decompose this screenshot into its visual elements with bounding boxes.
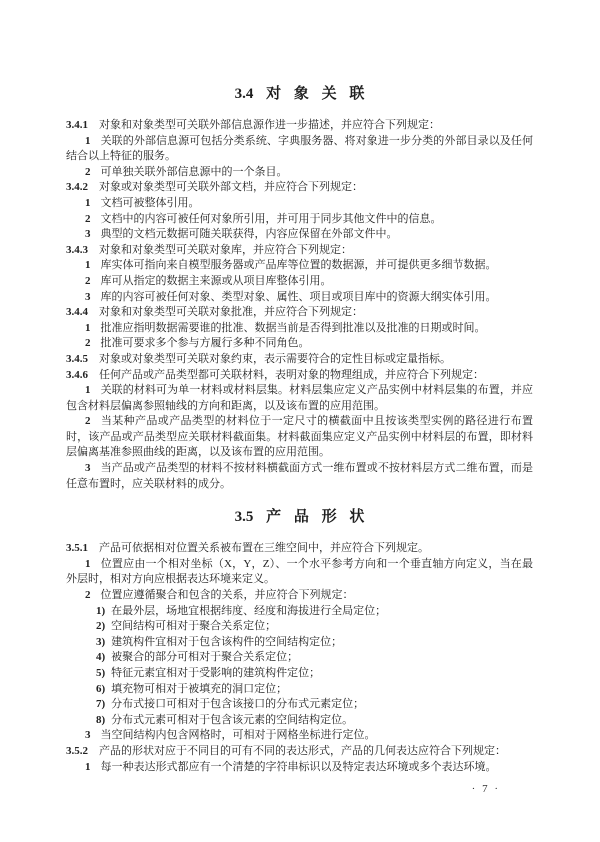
paragraph-number: 3.4.1 (66, 119, 88, 131)
page-number: · 7 · (471, 783, 500, 795)
paragraph-text: 对象和对象类型可关联对象库，并应符合下列规定： (99, 243, 352, 256)
paragraph-3-5-1 (66, 541, 533, 557)
paragraph-number: 2 (85, 415, 91, 428)
document-content (66, 84, 533, 775)
paragraph-number: 2) (96, 620, 106, 633)
paragraph-number: 3.5.1 (66, 542, 88, 555)
paragraph-number: 1 (85, 196, 91, 209)
paragraph-number: 2 (85, 165, 91, 178)
paragraph-1 (66, 258, 533, 274)
section-1 (66, 507, 533, 775)
paragraph-text: 分布式元素可相对于包含该元素的空间结构定位。 (111, 713, 354, 726)
paragraph-number: 3 (85, 290, 91, 303)
paragraph-number: 3.4.2 (66, 181, 88, 194)
paragraph-3-4-3 (66, 243, 533, 259)
paragraph-text: 文档可被整体引用。 (100, 196, 200, 209)
paragraph-number: 4) (96, 651, 106, 664)
paragraph-1 (66, 604, 533, 620)
paragraph-text: 对象或对象类型可关联外部文档，并应符合下列规定： (99, 181, 363, 194)
paragraph-text: 填充物可相对于被填充的洞口定位； (111, 682, 288, 695)
paragraph-1 (66, 760, 533, 776)
paragraph-3-4-1 (66, 118, 533, 134)
paragraph-2 (66, 414, 533, 461)
paragraph-2 (66, 336, 533, 352)
paragraph-text: 产品的形状对应于不同目的可有不同的表达形式，产品的几何表达应符合下列规定： (99, 744, 506, 757)
paragraph-number: 2 (85, 337, 91, 350)
paragraph-3-4-4 (66, 305, 533, 321)
paragraph-text: 对象和对象类型可关联对象批准，并应符合下列规定： (99, 306, 363, 319)
paragraph-text: 建筑构件宜相对于包含该构件的空间结构定位； (111, 635, 343, 648)
paragraph-number: 3.4.3 (66, 243, 88, 256)
paragraph-number: 3 (85, 729, 91, 742)
paragraph-text: 库实体可指向来自模型服务器或产品库等位置的数据源，并可提供更多细节数据。 (100, 259, 497, 272)
paragraph-text: 库可从指定的数据主来源或从项目库整体引用。 (100, 274, 332, 287)
paragraph-3-4-6 (66, 368, 533, 384)
paragraph-8 (66, 713, 533, 729)
paragraph-number: 1) (96, 604, 106, 617)
section-heading: 3.4 对 象 关 联 (234, 86, 365, 102)
paragraph-7 (66, 697, 533, 713)
paragraph-text: 空间结构可相对于聚合关系定位； (111, 620, 277, 633)
paragraph-number: 1 (85, 557, 91, 570)
paragraph-3 (66, 290, 533, 306)
paragraph-5 (66, 666, 533, 682)
paragraph-text: 被聚合的部分可相对于聚合关系定位； (111, 651, 299, 664)
paragraph-text: 可单独关联外部信息源中的一个条目。 (100, 165, 288, 178)
paragraph-3 (66, 635, 533, 651)
paragraph-number: 3.4.6 (66, 368, 88, 381)
paragraph-number: 1 (85, 134, 91, 147)
paragraph-number: 1 (85, 321, 91, 334)
paragraph-text: 批准可要求多个参与方履行多种不同角色。 (100, 337, 310, 350)
paragraph-number: 3 (85, 228, 91, 241)
paragraph-text: 任何产品或产品类型都可关联材料，表明对象的物理组成，并应符合下列规定： (99, 368, 484, 381)
paragraph-text: 产品可依据相对位置关系被布置在三维空间中，并应符合下列规定。 (99, 542, 429, 555)
paragraph-number: 3.5.2 (66, 744, 88, 757)
paragraph-3-5-2 (66, 744, 533, 760)
paragraph-text: 文档中的内容可被任何对象所引用，并可用于同步其他文件中的信息。 (100, 212, 442, 225)
paragraph-number: 2 (85, 589, 91, 602)
paragraph-6 (66, 682, 533, 698)
paragraph-text: 典型的文档元数据可随关联获得，内容应保留在外部文件中。 (100, 228, 398, 241)
paragraph-text: 当某种产品或产品类型的材料位于一定尺寸的横截面中且按该类型实例的路径进行布置时，该产品或产品类型应关联材料截面集。材料截面集应定义产品实例中材料层的布置，即材料层偏离基准参照曲线的距离，以及该布置的应用范围。 (66, 415, 533, 459)
paragraph-number: 3.4.5 (66, 352, 88, 365)
paragraph-3 (66, 728, 533, 744)
paragraph-text: 特征元素宜相对于受影响的建筑构件定位； (111, 667, 321, 679)
paragraph-1 (66, 557, 533, 588)
paragraph-3 (66, 461, 533, 492)
paragraph-number: 1 (85, 384, 91, 397)
paragraph-1 (66, 383, 533, 414)
paragraph-text: 位置应由一个相对坐标（X，Y，Z）、一个水平参考方向和一个垂直轴方向定义，当在最外层时，相对方向应根据表达环境来定义。 (66, 557, 533, 586)
paragraph-2 (66, 212, 533, 228)
paragraph-1 (66, 196, 533, 212)
paragraph-number: 8) (96, 713, 106, 726)
paragraph-text: 当空间结构内包含网格时，可相对于网格坐标进行定位。 (100, 729, 376, 742)
paragraph-number: 2 (85, 274, 91, 287)
paragraph-number: 3.4.4 (66, 306, 88, 319)
paragraph-text: 位置应遵循聚合和包含的关系，并应符合下列规定： (100, 589, 354, 602)
paragraph-3-4-5 (66, 352, 533, 368)
paragraph-text: 库的内容可被任何对象、类型对象、属性、项目或项目库中的资源大纲实体引用。 (100, 290, 497, 303)
paragraph-number: 6) (96, 682, 106, 695)
paragraph-4 (66, 650, 533, 666)
paragraph-number: 3 (85, 462, 91, 475)
paragraph-2 (66, 588, 533, 604)
paragraph-2 (66, 165, 533, 181)
paragraph-text: 当产品或产品类型的材料不按材料横截面方式一维布置或不按材料层方式二维布置，而是任意布置时，应关联材料的成分。 (66, 462, 533, 490)
paragraph-text: 对象和对象类型可关联外部信息源作进一步描述，并应符合下列规定： (99, 119, 440, 131)
paragraph-number: 1 (85, 259, 91, 272)
paragraph-number: 1 (85, 760, 91, 773)
paragraph-text: 分布式接口可相对于包含该接口的分布式元素定位； (111, 698, 365, 711)
paragraph-text: 每一种表达形式都应有一个清楚的字符串标识以及特定表达环境或多个表达环境。 (100, 760, 497, 773)
section-heading: 3.5 产 品 形 状 (234, 509, 365, 526)
paragraph-text: 对象或对象类型可关联对象约束，表示需要符合的定性目标或定量指标。 (99, 352, 451, 365)
paragraph-number: 5) (96, 667, 106, 679)
paragraph-number: 7) (96, 698, 106, 711)
paragraph-1 (66, 134, 533, 165)
paragraph-2 (66, 274, 533, 290)
paragraph-number: 2 (85, 212, 91, 225)
paragraph-text: 在最外层，场地宜根据纬度、经度和海拔进行全局定位； (111, 604, 387, 617)
paragraph-3-4-2 (66, 180, 533, 196)
paragraph-2 (66, 619, 533, 635)
paragraph-1 (66, 321, 533, 337)
section-0 (66, 84, 533, 492)
paragraph-text: 批准应指明数据需要谁的批准、数据当前是否得到批准以及批准的日期或时间。 (100, 321, 486, 334)
paragraph-3 (66, 227, 533, 243)
paragraph-text: 关联的材料可为单一材料或材料层集。材料层集应定义产品实例中材料层集的布置，并应包含材料层偏离参照轴线的方向和距离，以及该布置的应用范围。 (66, 384, 533, 412)
paragraph-number: 3) (96, 635, 106, 648)
paragraph-text: 关联的外部信息源可包括分类系统、字典服务器、将对象进一步分类的外部目录以及任何结合以上特征的服务。 (66, 134, 533, 163)
